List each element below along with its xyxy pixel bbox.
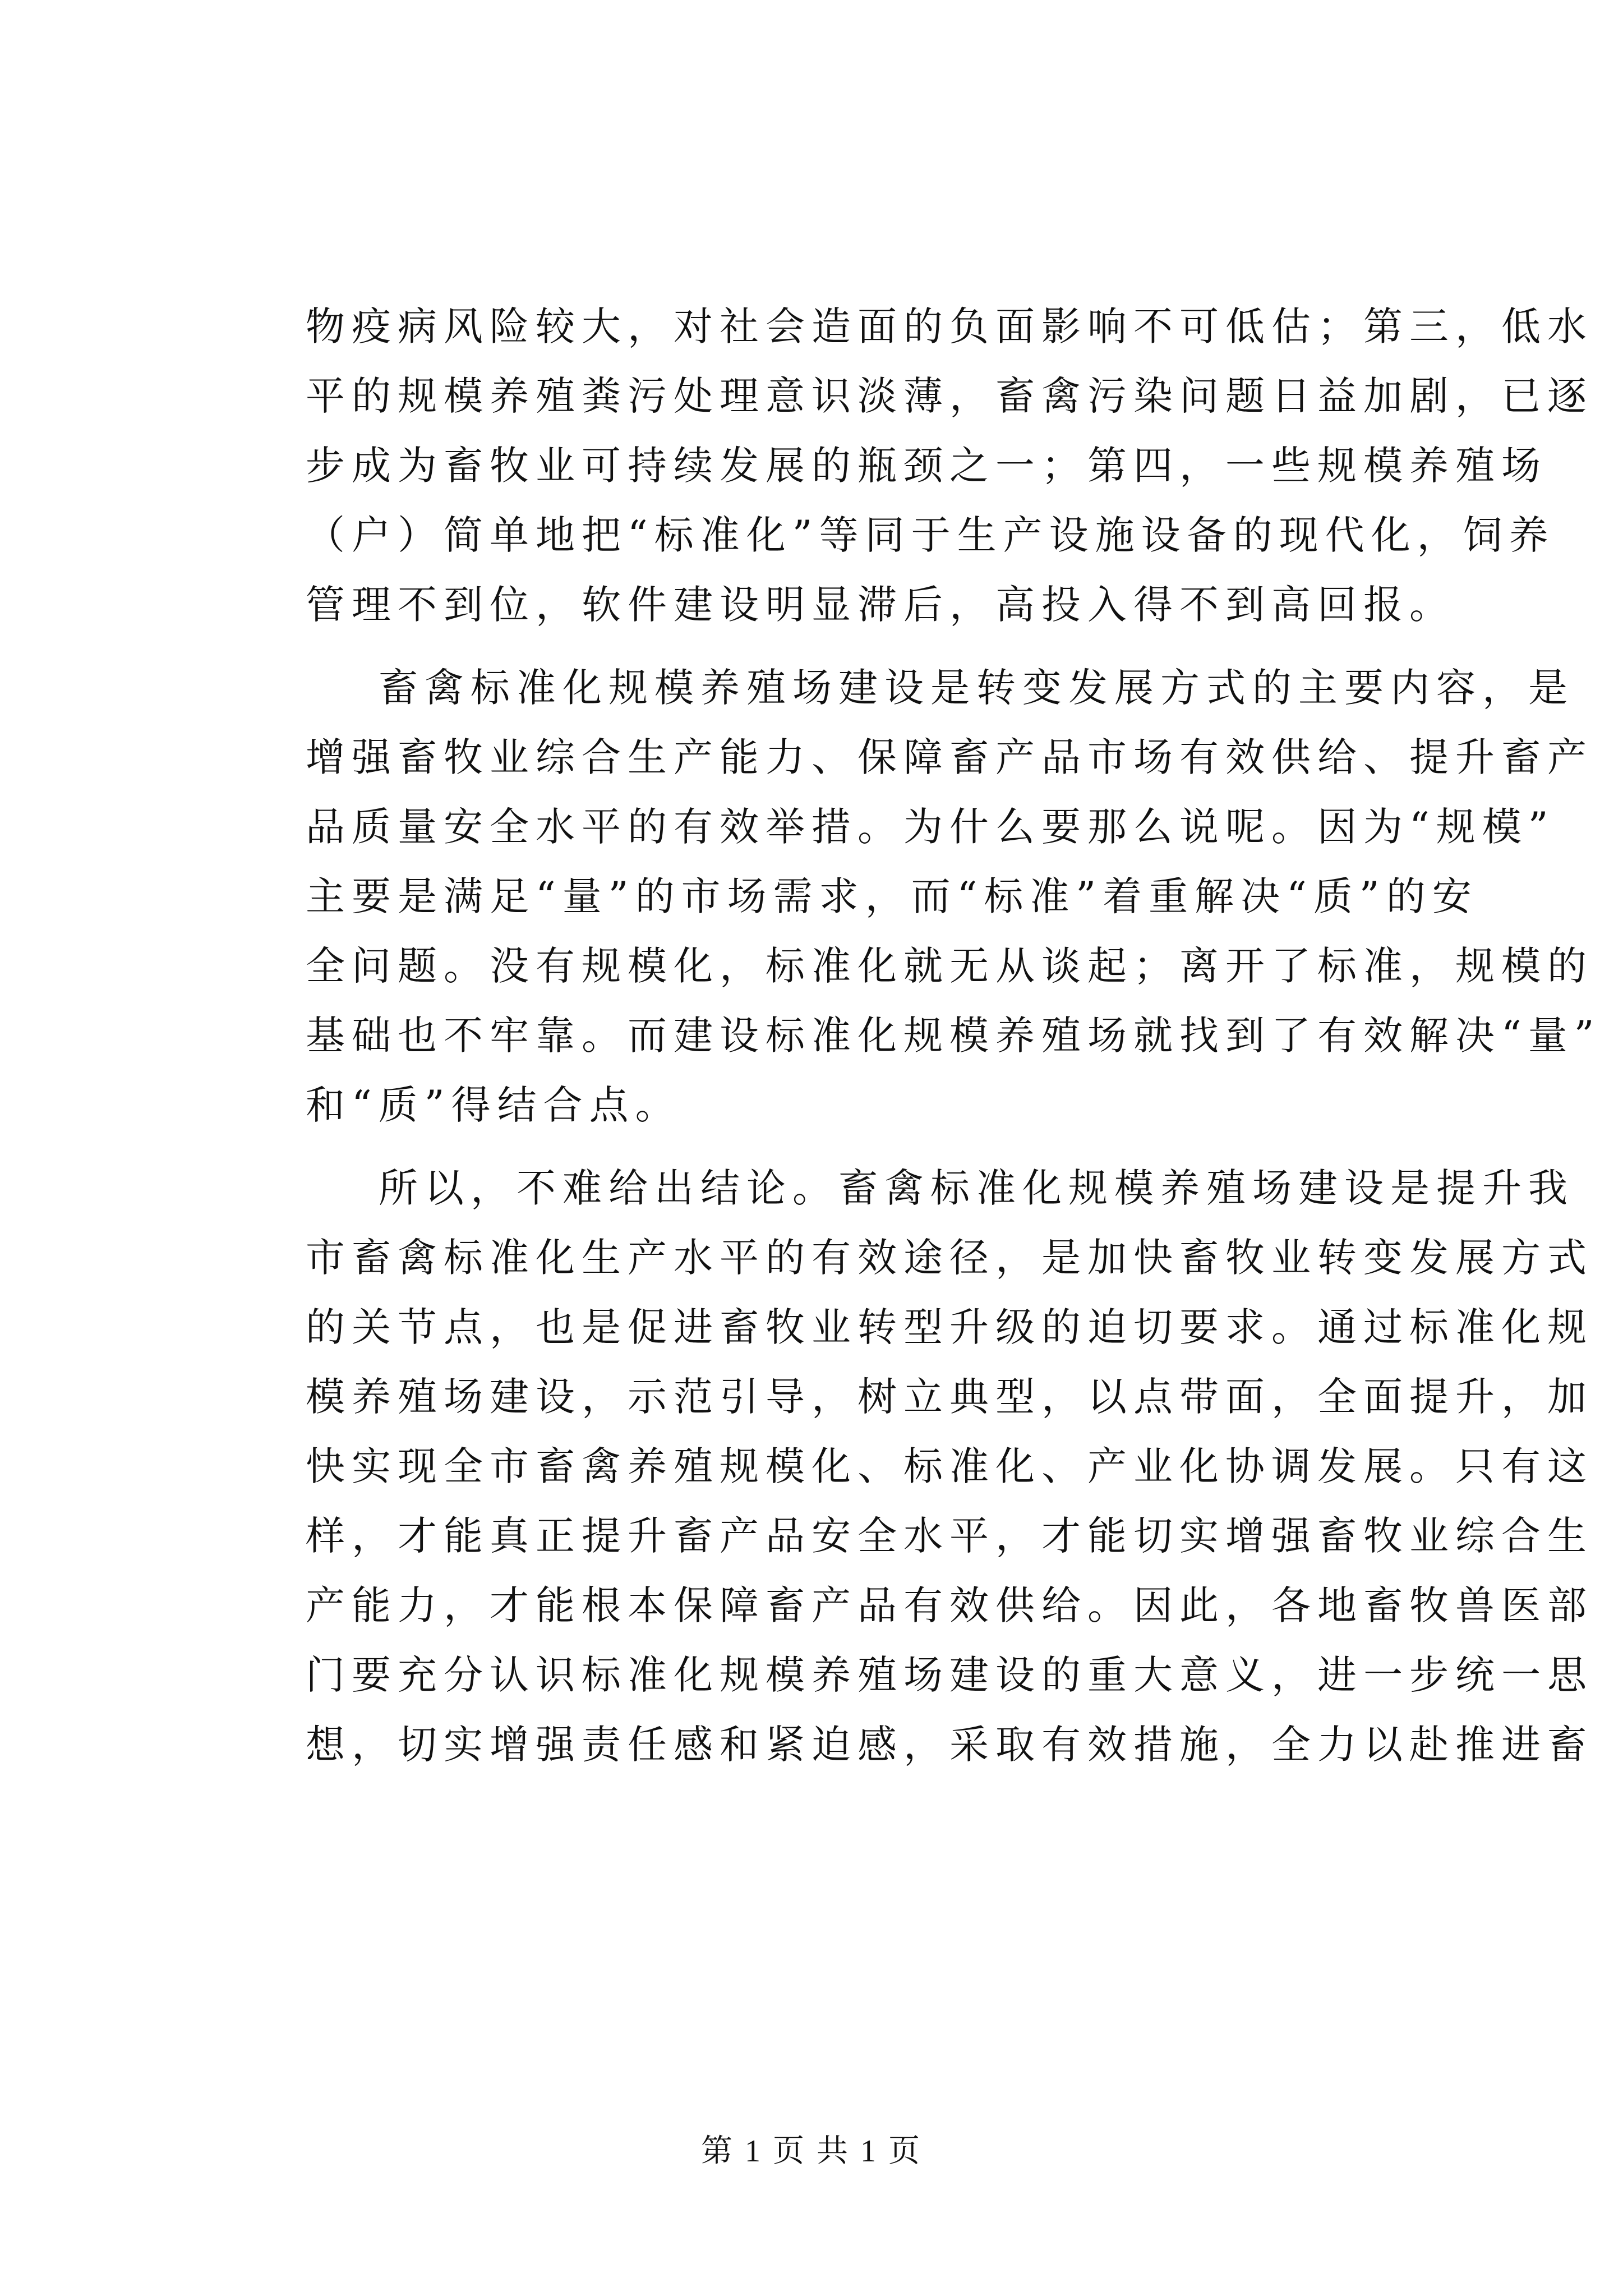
paragraph-2-line-5: 全问题。没有规模化，标准化就无从谈起；离开了标准，规模的 (306, 943, 1593, 989)
paragraph-3-line-7: 产能力，才能根本保障畜产品有效供给。因此，各地畜牧兽医部 (306, 1582, 1593, 1628)
paragraph-3-line-8: 门要充分认识标准化规模养殖场建设的重大意义，进一步统一思 (306, 1652, 1593, 1698)
paragraph-2-line-2: 增强畜牧业综合生产能力、保障畜产品市场有效供给、提升畜产 (306, 734, 1593, 780)
paragraph-2-line-1: 畜禽标准化规模养殖场建设是转变发展方式的主要内容，是 (379, 665, 1574, 711)
paragraph-1-line-5: 管理不到位，软件建设明显滞后，高投入得不到高回报。 (306, 582, 1455, 628)
paragraph-2-line-6: 基础也不牢靠。而建设标准化规模养殖场就找到了有效解决“量” (306, 1013, 1601, 1059)
paragraph-3-line-2: 市畜禽标准化生产水平的有效途径，是加快畜牧业转变发展方式 (306, 1235, 1593, 1281)
paragraph-2-line-4: 主要是满足“量”的市场需求，而“标准”着重解决“质”的安 (306, 873, 1478, 919)
paragraph-1-line-1: 物疫病风险较大，对社会造面的负面影响不可低估；第三，低水 (306, 303, 1593, 349)
paragraph-3-line-1: 所以，不难给出结论。畜禽标准化规模养殖场建设是提升我 (379, 1165, 1574, 1211)
paragraph-1-line-3: 步成为畜牧业可持续发展的瓶颈之一；第四，一些规模养殖场 (306, 443, 1547, 489)
paragraph-3-line-9: 想，切实增强责任感和紧迫感，采取有效措施，全力以赴推进畜 (306, 1722, 1593, 1768)
body-text (306, 292, 1601, 1779)
paragraph-3-line-3: 的关节点，也是促进畜牧业转型升级的迫切要求。通过标准化规 (306, 1304, 1593, 1350)
paragraph-2-line-3: 品质量安全水平的有效举措。为什么要那么说呢。因为“规模” (306, 804, 1555, 850)
page-footer: 第 1 页 共 1 页 (701, 2134, 922, 2169)
paragraph-1-line-4: （户）简单地把“标准化”等同于生产设施设备的现代化，饲养 (306, 512, 1555, 558)
paragraph-3-line-5: 快实现全市畜禽养殖规模化、标准化、产业化协调发展。只有这 (306, 1443, 1593, 1489)
paragraph-3-line-4: 模养殖场建设，示范引导，树立典型，以点带面，全面提升，加 (306, 1374, 1593, 1420)
paragraph-3-line-6: 样，才能真正提升畜产品安全水平，才能切实增强畜牧业综合生 (306, 1513, 1593, 1559)
paragraph-2-line-7: 和“质”得结合点。 (306, 1082, 681, 1128)
paragraph-1-line-2: 平的规模养殖粪污处理意识淡薄，畜禽污染问题日益加剧，已逐 (306, 373, 1593, 419)
